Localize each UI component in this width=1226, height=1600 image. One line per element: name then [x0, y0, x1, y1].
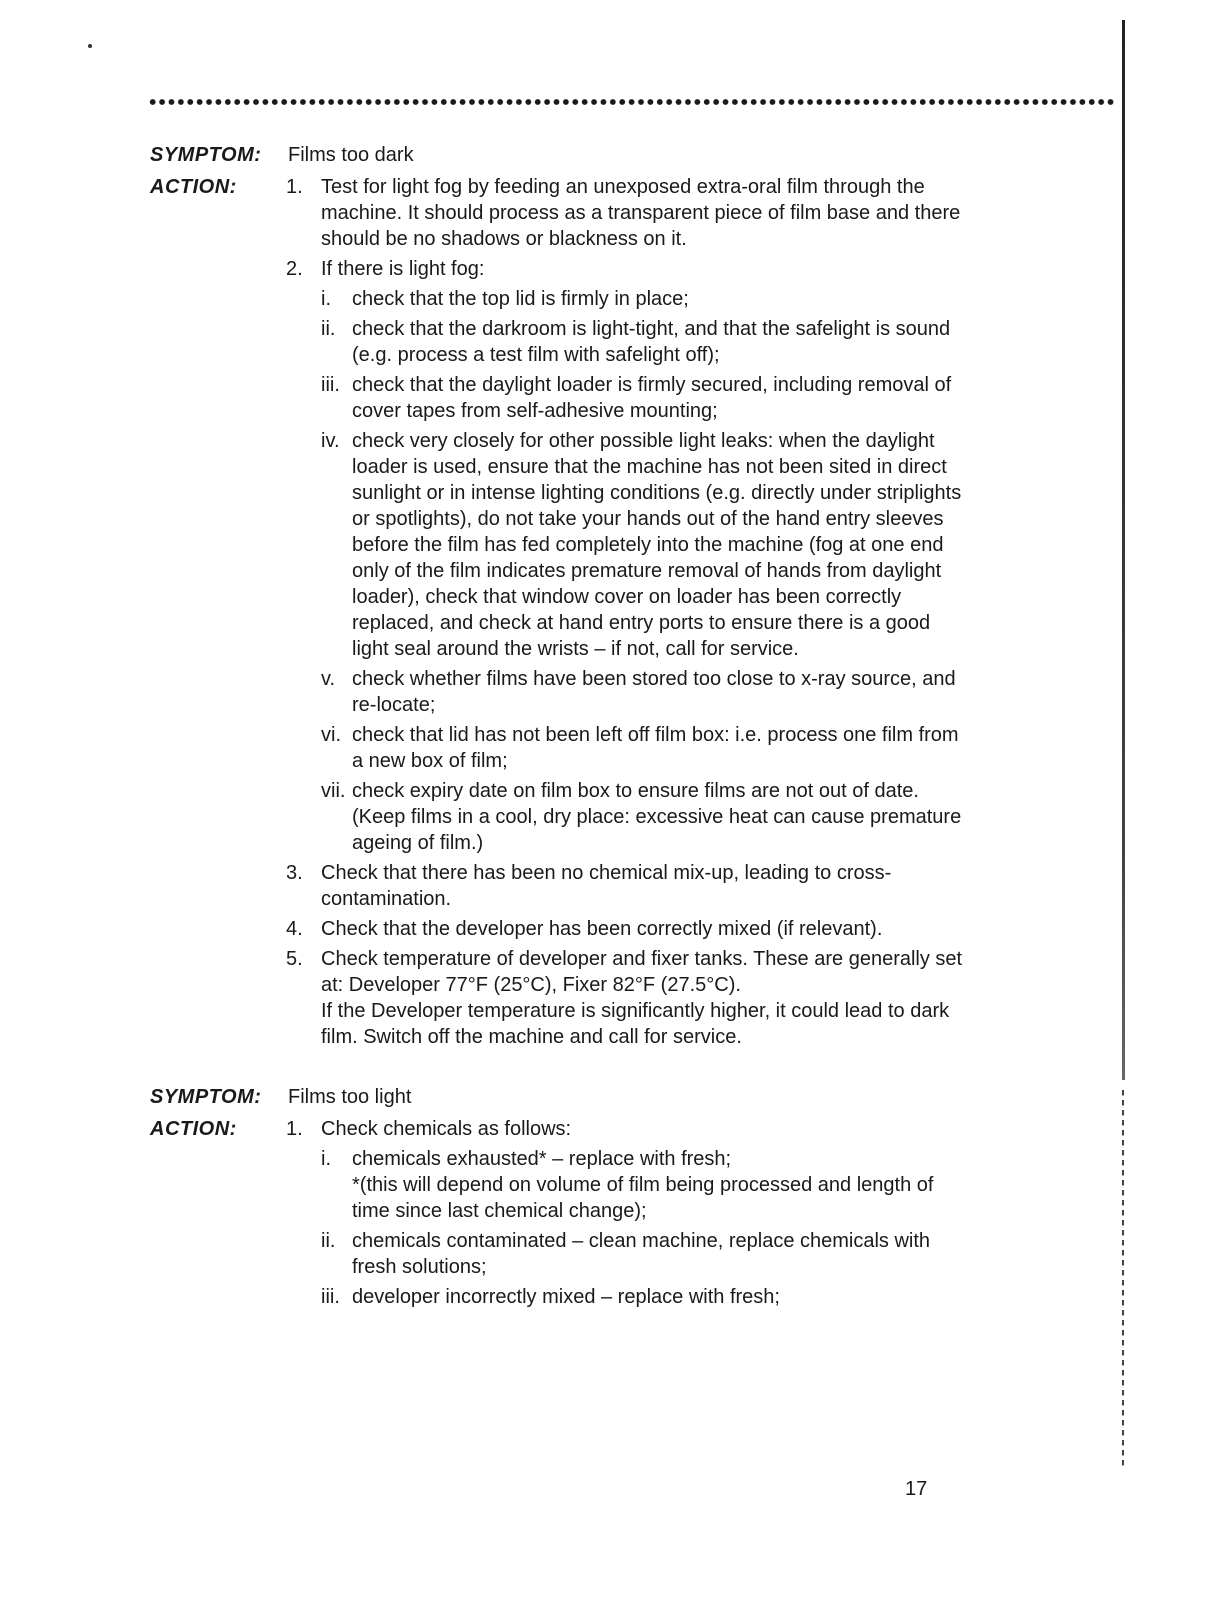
sub-item-text: check that lid has not been left off film box: i.e. process one film from a new box of film; [352, 724, 959, 772]
sub-item-text: check that the top lid is firmly in place; [352, 288, 689, 310]
list-item [150, 1116, 970, 1310]
item-number: 3. [286, 862, 303, 884]
sub-item-text: developer incorrectly mixed – replace with fresh; [352, 1286, 780, 1308]
action-label: ACTION: [150, 176, 237, 198]
symptom-label: SYMPTOM: [150, 144, 262, 166]
sub-list-item [321, 1146, 970, 1224]
item-text: Check that there has been no chemical mix-up, leading to cross-contamination. [321, 862, 892, 910]
sub-item-number: ii. [321, 318, 336, 340]
sub-item-text: chemicals contaminated – clean machine, replace chemicals with fresh solutions; [352, 1230, 931, 1278]
sub-list [321, 1146, 970, 1310]
sub-item-number: iv. [321, 430, 340, 452]
item-text: Check chemicals as follows: [321, 1118, 572, 1140]
sub-item-text: chemicals exhausted* – replace with fresh; [352, 1148, 732, 1170]
sub-item-number: i. [321, 288, 331, 310]
sub-item-text: check that the darkroom is light-tight, and that the safelight is sound (e.g. process a test film with safelight off); [352, 318, 951, 366]
list-item [150, 256, 970, 856]
item-number: 4. [286, 918, 303, 940]
sub-list-item [321, 1284, 970, 1310]
sub-list-item [321, 722, 970, 774]
sub-list [321, 286, 970, 856]
section-films-too-dark [150, 142, 970, 1054]
item-text: If there is light fog: [321, 258, 485, 280]
scan-edge-dashes [1122, 1090, 1124, 1470]
page-number: 17 [905, 1478, 928, 1500]
sub-item-text: check expiry date on film box to ensure films are not out of date. (Keep films in a cool, dry place: excessive heat can cause premature ageing of film.) [352, 780, 962, 854]
sub-item-number: vi. [321, 724, 341, 746]
symptom-label: SYMPTOM: [150, 1086, 262, 1108]
sub-list-item [321, 428, 970, 662]
item-number: 2. [286, 258, 303, 280]
sub-list-item [321, 286, 970, 312]
sub-item-number: vii. [321, 780, 346, 802]
item-number: 1. [286, 176, 303, 198]
scan-speck [88, 44, 92, 48]
item-text: Check that the developer has been correctly mixed (if relevant). [321, 918, 883, 940]
sub-list-item [321, 666, 970, 718]
item-number: 1. [286, 1118, 303, 1140]
item-number: 5. [286, 948, 303, 970]
sub-item-number: ii. [321, 1230, 336, 1252]
sub-item-text: check that the daylight loader is firmly secured, including removal of cover tapes from self-adhesive mounting; [352, 374, 952, 422]
item-text: Check temperature of developer and fixer tanks. These are generally set at: Developer 77°F (25°C), Fixer 82°F (27.5°C). [321, 948, 963, 996]
dotted-rule [148, 98, 1116, 106]
sub-list-item [321, 316, 970, 368]
symptom-row [150, 142, 970, 168]
sub-item-number: v. [321, 668, 336, 690]
sub-item-number: iii. [321, 374, 340, 396]
sub-item-text: check whether films have been stored too close to x-ray source, and re-locate; [352, 668, 956, 716]
sub-list-item [321, 1228, 970, 1280]
list-item [150, 916, 970, 942]
item-extra-text: If the Developer temperature is significantly higher, it could lead to dark film. Switch off the machine and call for service. [321, 1000, 950, 1048]
sub-item-footnote: *(this will depend on volume of film being processed and length of time since last chemical change); [352, 1174, 934, 1222]
action-label: ACTION: [150, 1118, 237, 1140]
list-item [150, 946, 970, 1050]
sub-item-number: i. [321, 1148, 331, 1170]
sub-item-number: iii. [321, 1286, 340, 1308]
sub-list-item [321, 372, 970, 424]
section-films-too-light [150, 1084, 970, 1314]
list-item [150, 860, 970, 912]
action-list [150, 174, 970, 1050]
list-item [150, 174, 970, 252]
symptom-row [150, 1084, 970, 1110]
action-list [150, 1116, 970, 1310]
sub-list-item [321, 778, 970, 856]
sub-item-text: check very closely for other possible light leaks: when the daylight loader is used, ensure that the machine has not been sited in direct sunlight or in intense lighting conditions (e.g. directly under striplights or spotlights), do not take your hands out of the hand entry sleeves before the film has fed completely into the machine (fog at one end only of the film indicates premature removal of hands from daylight loader), check that window cover on loader has been correctly replaced, and check at hand entry ports to ensure there is a good light seal around the wrists – if not, call for service. [352, 430, 962, 660]
scan-edge-line [1122, 20, 1125, 1080]
symptom-text: Films too dark [288, 144, 414, 166]
symptom-text: Films too light [288, 1086, 412, 1108]
item-text: Test for light fog by feeding an unexposed extra-oral film through the machine. It should process as a transparent piece of film base and there should be no shadows or blackness on it. [321, 176, 961, 250]
